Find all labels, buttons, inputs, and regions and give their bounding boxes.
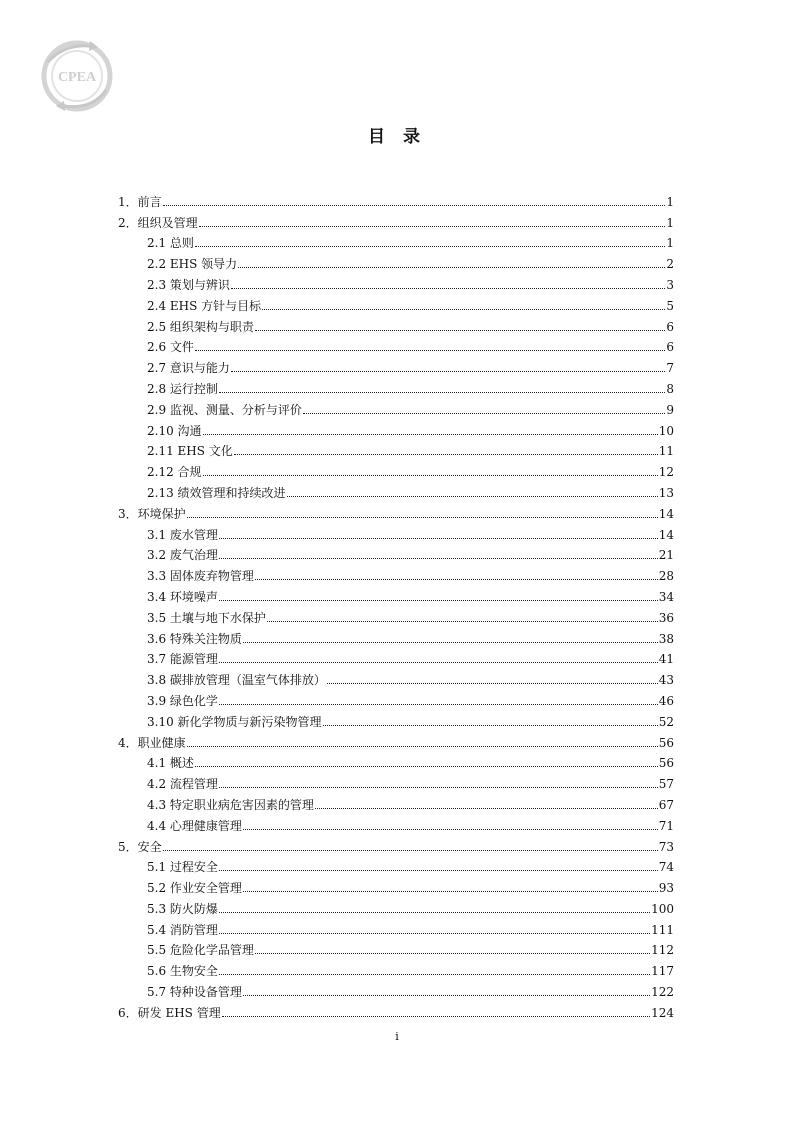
toc-entry-label: 5.6 生物安全 bbox=[147, 964, 218, 979]
toc-entry[interactable] bbox=[118, 354, 674, 375]
toc-entry-page: 10 bbox=[658, 423, 674, 438]
dot-leader bbox=[267, 621, 658, 622]
toc-entry-page: 36 bbox=[658, 610, 674, 625]
toc-entry-label: 2.11 EHS 文化 bbox=[147, 444, 233, 459]
toc-entry-label: 2.9 监视、测量、分析与评价 bbox=[147, 402, 302, 417]
toc-entry-label: 2.12 合规 bbox=[147, 465, 202, 480]
dot-leader bbox=[219, 870, 658, 871]
toc-entry-page: 11 bbox=[658, 444, 674, 459]
toc-entry-label: 5.7 特种设备管理 bbox=[147, 985, 242, 1000]
toc-entry-label: 4.3 特定职业病危害因素的管理 bbox=[147, 797, 314, 812]
toc-entry-label: 5.3 防火防爆 bbox=[147, 901, 218, 916]
toc-entry-page: 122 bbox=[651, 985, 674, 1000]
dot-leader bbox=[203, 475, 658, 476]
toc-entry-page: 1 bbox=[666, 194, 674, 209]
dot-leader bbox=[203, 434, 658, 435]
toc-entry[interactable] bbox=[118, 583, 674, 604]
svg-text:CPEA: CPEA bbox=[57, 70, 97, 85]
toc-entry-label: 3.8 碳排放管理（温室气体排放） bbox=[147, 673, 326, 688]
toc-entry-page: 46 bbox=[658, 693, 674, 708]
toc-entry-label: 3．环境保护 bbox=[118, 506, 186, 521]
dot-leader bbox=[231, 371, 665, 372]
toc-entry-page: 14 bbox=[658, 506, 674, 521]
toc-entry-label: 3.6 特殊关注物质 bbox=[147, 631, 242, 646]
dot-leader bbox=[163, 850, 658, 851]
dot-leader bbox=[187, 517, 658, 518]
toc-entry-label: 3.9 绿色化学 bbox=[147, 693, 218, 708]
toc-entry-label: 2．组织及管理 bbox=[118, 215, 198, 230]
toc-entry[interactable] bbox=[118, 438, 674, 459]
toc-entry-label: 2.6 文件 bbox=[147, 340, 194, 355]
toc-entry-label: 2.3 策划与辨识 bbox=[147, 277, 230, 292]
toc-entry-label: 3.5 土壤与地下水保护 bbox=[147, 610, 266, 625]
toc-entry[interactable] bbox=[118, 521, 674, 542]
toc-entry[interactable] bbox=[118, 770, 674, 791]
toc-entry-label: 2.10 沟通 bbox=[147, 423, 202, 438]
toc-entry-page: 5 bbox=[666, 298, 674, 313]
dot-leader bbox=[243, 891, 658, 892]
toc-entry-page: 73 bbox=[658, 839, 674, 854]
toc-entry-page: 3 bbox=[666, 277, 674, 292]
dot-leader bbox=[243, 995, 650, 996]
toc-entry-page: 56 bbox=[658, 756, 674, 771]
toc-entry-page: 6 bbox=[666, 319, 674, 334]
dot-leader bbox=[187, 746, 658, 747]
dot-leader bbox=[219, 787, 658, 788]
dot-leader bbox=[219, 912, 650, 913]
toc-entry-label: 3.3 固体废弃物管理 bbox=[147, 569, 254, 584]
toc-entry[interactable] bbox=[118, 625, 674, 646]
cpea-logo bbox=[34, 38, 120, 114]
toc-entry-label: 2.8 运行控制 bbox=[147, 381, 218, 396]
dot-leader bbox=[238, 267, 665, 268]
dot-leader bbox=[222, 1016, 650, 1017]
toc-entry-page: 21 bbox=[658, 548, 674, 563]
toc-entry-page: 52 bbox=[658, 714, 674, 729]
toc-entry[interactable] bbox=[118, 334, 674, 355]
dot-leader bbox=[219, 600, 658, 601]
toc-entry-label: 6．研发 EHS 管理 bbox=[118, 1005, 221, 1020]
dot-leader bbox=[315, 808, 658, 809]
toc-entry[interactable] bbox=[118, 313, 674, 334]
toc-entry[interactable] bbox=[118, 292, 674, 313]
toc-entry[interactable] bbox=[118, 458, 674, 479]
toc-entry[interactable] bbox=[118, 396, 674, 417]
toc-entry-label: 5.2 作业安全管理 bbox=[147, 881, 242, 896]
toc-entry-label: 5.1 过程安全 bbox=[147, 860, 218, 875]
dot-leader bbox=[219, 538, 658, 539]
toc-entry[interactable] bbox=[118, 791, 674, 812]
dot-leader bbox=[255, 953, 650, 954]
toc-entry-page: 41 bbox=[658, 652, 674, 667]
toc-entry-label: 3.4 环境噪声 bbox=[147, 589, 218, 604]
dot-leader bbox=[199, 226, 666, 227]
dot-leader bbox=[219, 933, 650, 934]
toc-entry-page: 100 bbox=[651, 901, 674, 916]
toc-entry[interactable] bbox=[118, 895, 674, 916]
toc-entry-label: 3.2 废气治理 bbox=[147, 548, 218, 563]
toc-entry-page: 74 bbox=[658, 860, 674, 875]
toc-entry-page: 28 bbox=[658, 569, 674, 584]
toc-entry[interactable] bbox=[118, 812, 674, 833]
toc-entry[interactable] bbox=[118, 375, 674, 396]
toc-entry-label: 2.13 绩效管理和持续改进 bbox=[147, 485, 286, 500]
dot-leader bbox=[234, 454, 658, 455]
toc-entry[interactable] bbox=[118, 999, 674, 1020]
toc-entry[interactable] bbox=[118, 833, 674, 854]
toc-entry-page: 7 bbox=[666, 361, 674, 376]
toc-entry-page: 38 bbox=[658, 631, 674, 646]
toc-entry[interactable] bbox=[118, 874, 674, 895]
dot-leader bbox=[231, 288, 665, 289]
toc-entry-label: 3.10 新化学物质与新污染物管理 bbox=[147, 714, 322, 729]
toc-entry-label: 4.1 概述 bbox=[147, 756, 194, 771]
dot-leader bbox=[219, 662, 658, 663]
toc-entry-page: 1 bbox=[666, 215, 674, 230]
toc-entry[interactable] bbox=[118, 250, 674, 271]
toc-entry-page: 112 bbox=[651, 943, 674, 958]
toc-entry-label: 3.1 废水管理 bbox=[147, 527, 218, 542]
toc-entry-page: 67 bbox=[658, 797, 674, 812]
toc-entry-page: 56 bbox=[658, 735, 674, 750]
toc-entry[interactable] bbox=[118, 209, 674, 230]
toc-entry-page: 117 bbox=[651, 964, 674, 979]
dot-leader bbox=[195, 246, 665, 247]
toc-entry-label: 5.4 消防管理 bbox=[147, 922, 218, 937]
toc-entry[interactable] bbox=[118, 500, 674, 521]
toc-entry-label: 5．安全 bbox=[118, 839, 162, 854]
dot-leader bbox=[303, 413, 665, 414]
toc-entry-page: 34 bbox=[658, 589, 674, 604]
toc-entry[interactable] bbox=[118, 978, 674, 999]
toc-entry-page: 124 bbox=[651, 1005, 674, 1020]
toc-entry[interactable] bbox=[118, 230, 674, 251]
toc-entry-label: 4．职业健康 bbox=[118, 735, 186, 750]
dot-leader bbox=[163, 205, 666, 206]
toc-entry-page: 111 bbox=[651, 922, 674, 937]
toc-entry-page: 43 bbox=[658, 673, 674, 688]
toc-entry-page: 13 bbox=[658, 485, 674, 500]
toc-entry-label: 2.4 EHS 方针与目标 bbox=[147, 298, 262, 313]
toc-entry[interactable] bbox=[118, 188, 674, 209]
toc-entry-page: 14 bbox=[658, 527, 674, 542]
dot-leader bbox=[195, 350, 665, 351]
toc-entry-page: 57 bbox=[658, 777, 674, 792]
toc-entry[interactable] bbox=[118, 916, 674, 937]
toc-entry[interactable] bbox=[118, 646, 674, 667]
toc-entry-page: 12 bbox=[658, 465, 674, 480]
toc-entry[interactable] bbox=[118, 708, 674, 729]
dot-leader bbox=[323, 725, 658, 726]
toc-entry-label: 5.5 危险化学品管理 bbox=[147, 943, 254, 958]
dot-leader bbox=[219, 704, 658, 705]
toc-entry[interactable] bbox=[118, 750, 674, 771]
dot-leader bbox=[195, 766, 658, 767]
toc-entry-page: 93 bbox=[658, 881, 674, 896]
toc-entry[interactable] bbox=[118, 854, 674, 875]
dot-leader bbox=[255, 330, 665, 331]
toc-entry-page: 9 bbox=[666, 402, 674, 417]
toc-entry[interactable] bbox=[118, 271, 674, 292]
table-of-contents bbox=[118, 188, 674, 1020]
toc-entry[interactable] bbox=[118, 937, 674, 958]
dot-leader bbox=[219, 392, 665, 393]
toc-entry[interactable] bbox=[118, 542, 674, 563]
toc-entry[interactable] bbox=[118, 687, 674, 708]
toc-entry-label: 4.2 流程管理 bbox=[147, 777, 218, 792]
toc-entry-page: 6 bbox=[666, 340, 674, 355]
dot-leader bbox=[327, 683, 658, 684]
toc-entry[interactable] bbox=[118, 729, 674, 750]
dot-leader bbox=[287, 496, 658, 497]
toc-entry-page: 2 bbox=[666, 257, 674, 272]
dot-leader bbox=[255, 579, 658, 580]
toc-entry[interactable] bbox=[118, 957, 674, 978]
dot-leader bbox=[262, 309, 665, 310]
dot-leader bbox=[219, 558, 658, 559]
toc-entry-label: 2.2 EHS 领导力 bbox=[147, 257, 238, 272]
toc-entry-page: 8 bbox=[666, 381, 674, 396]
toc-entry-label: 2.1 总则 bbox=[147, 236, 194, 251]
toc-entry-label: 2.7 意识与能力 bbox=[147, 361, 230, 376]
toc-entry-page: 71 bbox=[658, 818, 674, 833]
toc-entry-page: 1 bbox=[666, 236, 674, 251]
toc-entry-label: 3.7 能源管理 bbox=[147, 652, 218, 667]
toc-entry[interactable] bbox=[118, 479, 674, 500]
toc-entry-label: 2.5 组织架构与职责 bbox=[147, 319, 254, 334]
dot-leader bbox=[219, 974, 650, 975]
toc-entry[interactable] bbox=[118, 417, 674, 438]
dot-leader bbox=[243, 642, 658, 643]
toc-entry[interactable] bbox=[118, 562, 674, 583]
toc-entry-label: 4.4 心理健康管理 bbox=[147, 818, 242, 833]
toc-entry-label: 1．前言 bbox=[118, 194, 162, 209]
toc-title: 目 录 bbox=[368, 127, 426, 147]
dot-leader bbox=[243, 829, 658, 830]
toc-entry[interactable] bbox=[118, 666, 674, 687]
toc-entry[interactable] bbox=[118, 604, 674, 625]
page-number: i bbox=[395, 1030, 399, 1043]
